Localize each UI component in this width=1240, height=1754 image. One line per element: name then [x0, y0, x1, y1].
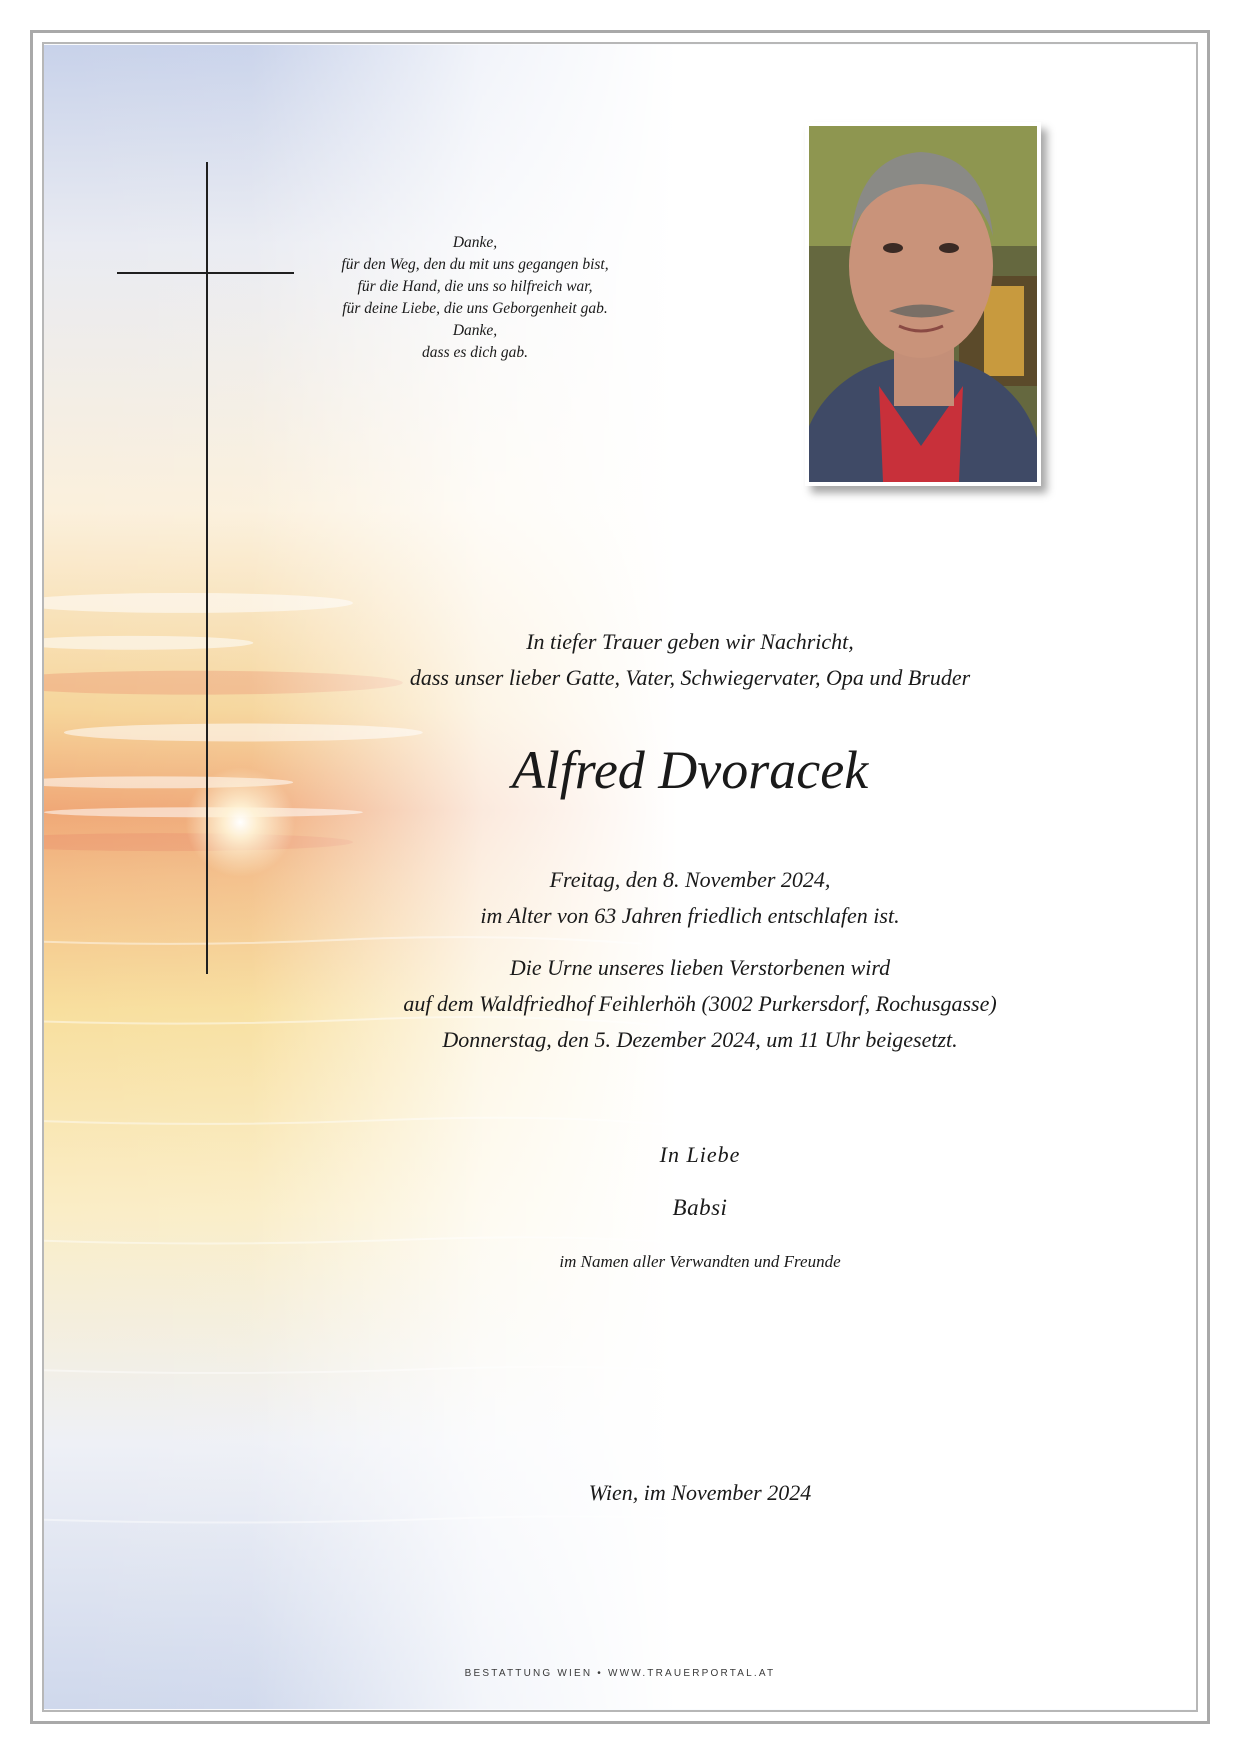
deceased-name: Alfred Dvoracek [511, 740, 869, 800]
poem-line: für deine Liebe, die uns Geborgenheit gab. [342, 300, 608, 317]
place-and-date: Wien, im November 2024 [588, 1480, 812, 1505]
burial-line: Die Urne unseres lieben Verstorbenen wird [509, 955, 891, 980]
death-details [330, 862, 1050, 934]
death-line: im Alter von 63 Jahren friedlich entschlafen ist. [480, 903, 900, 928]
cross-horizontal-bar [117, 272, 294, 274]
announcement-intro [330, 624, 1050, 696]
family-note: im Namen aller Verwandten und Freunde [559, 1252, 841, 1271]
footer-credit: BESTATTUNG WIEN • WWW.TRAUERPORTAL.AT [464, 1668, 776, 1679]
poem-line: Danke, [452, 322, 498, 339]
cross-vertical-bar [206, 162, 208, 974]
burial-line: Donnerstag, den 5. Dezember 2024, um 11 Uhr beigesetzt. [442, 1027, 958, 1052]
portrait-illustration [809, 126, 1037, 482]
portrait-photo [805, 122, 1041, 486]
intro-line: In tiefer Trauer geben wir Nachricht, [526, 629, 854, 654]
poem-line: Danke, [452, 234, 498, 251]
burial-details [330, 950, 1070, 1058]
memorial-poem [300, 232, 650, 364]
death-line: Freitag, den 8. November 2024, [549, 867, 831, 892]
burial-line: auf dem Waldfriedhof Feihlerhöh (3002 Purkersdorf, Rochusgasse) [403, 991, 997, 1016]
in-love-label: In Liebe [659, 1142, 741, 1167]
poem-line: für den Weg, den du mit uns gegangen bist, [341, 256, 609, 273]
poem-line: dass es dich gab. [422, 344, 528, 361]
poem-line: für die Hand, die uns so hilfreich war, [357, 278, 593, 295]
signer-name: Babsi [672, 1195, 728, 1220]
intro-line: dass unser lieber Gatte, Vater, Schwiegervater, Opa und Bruder [409, 665, 971, 690]
